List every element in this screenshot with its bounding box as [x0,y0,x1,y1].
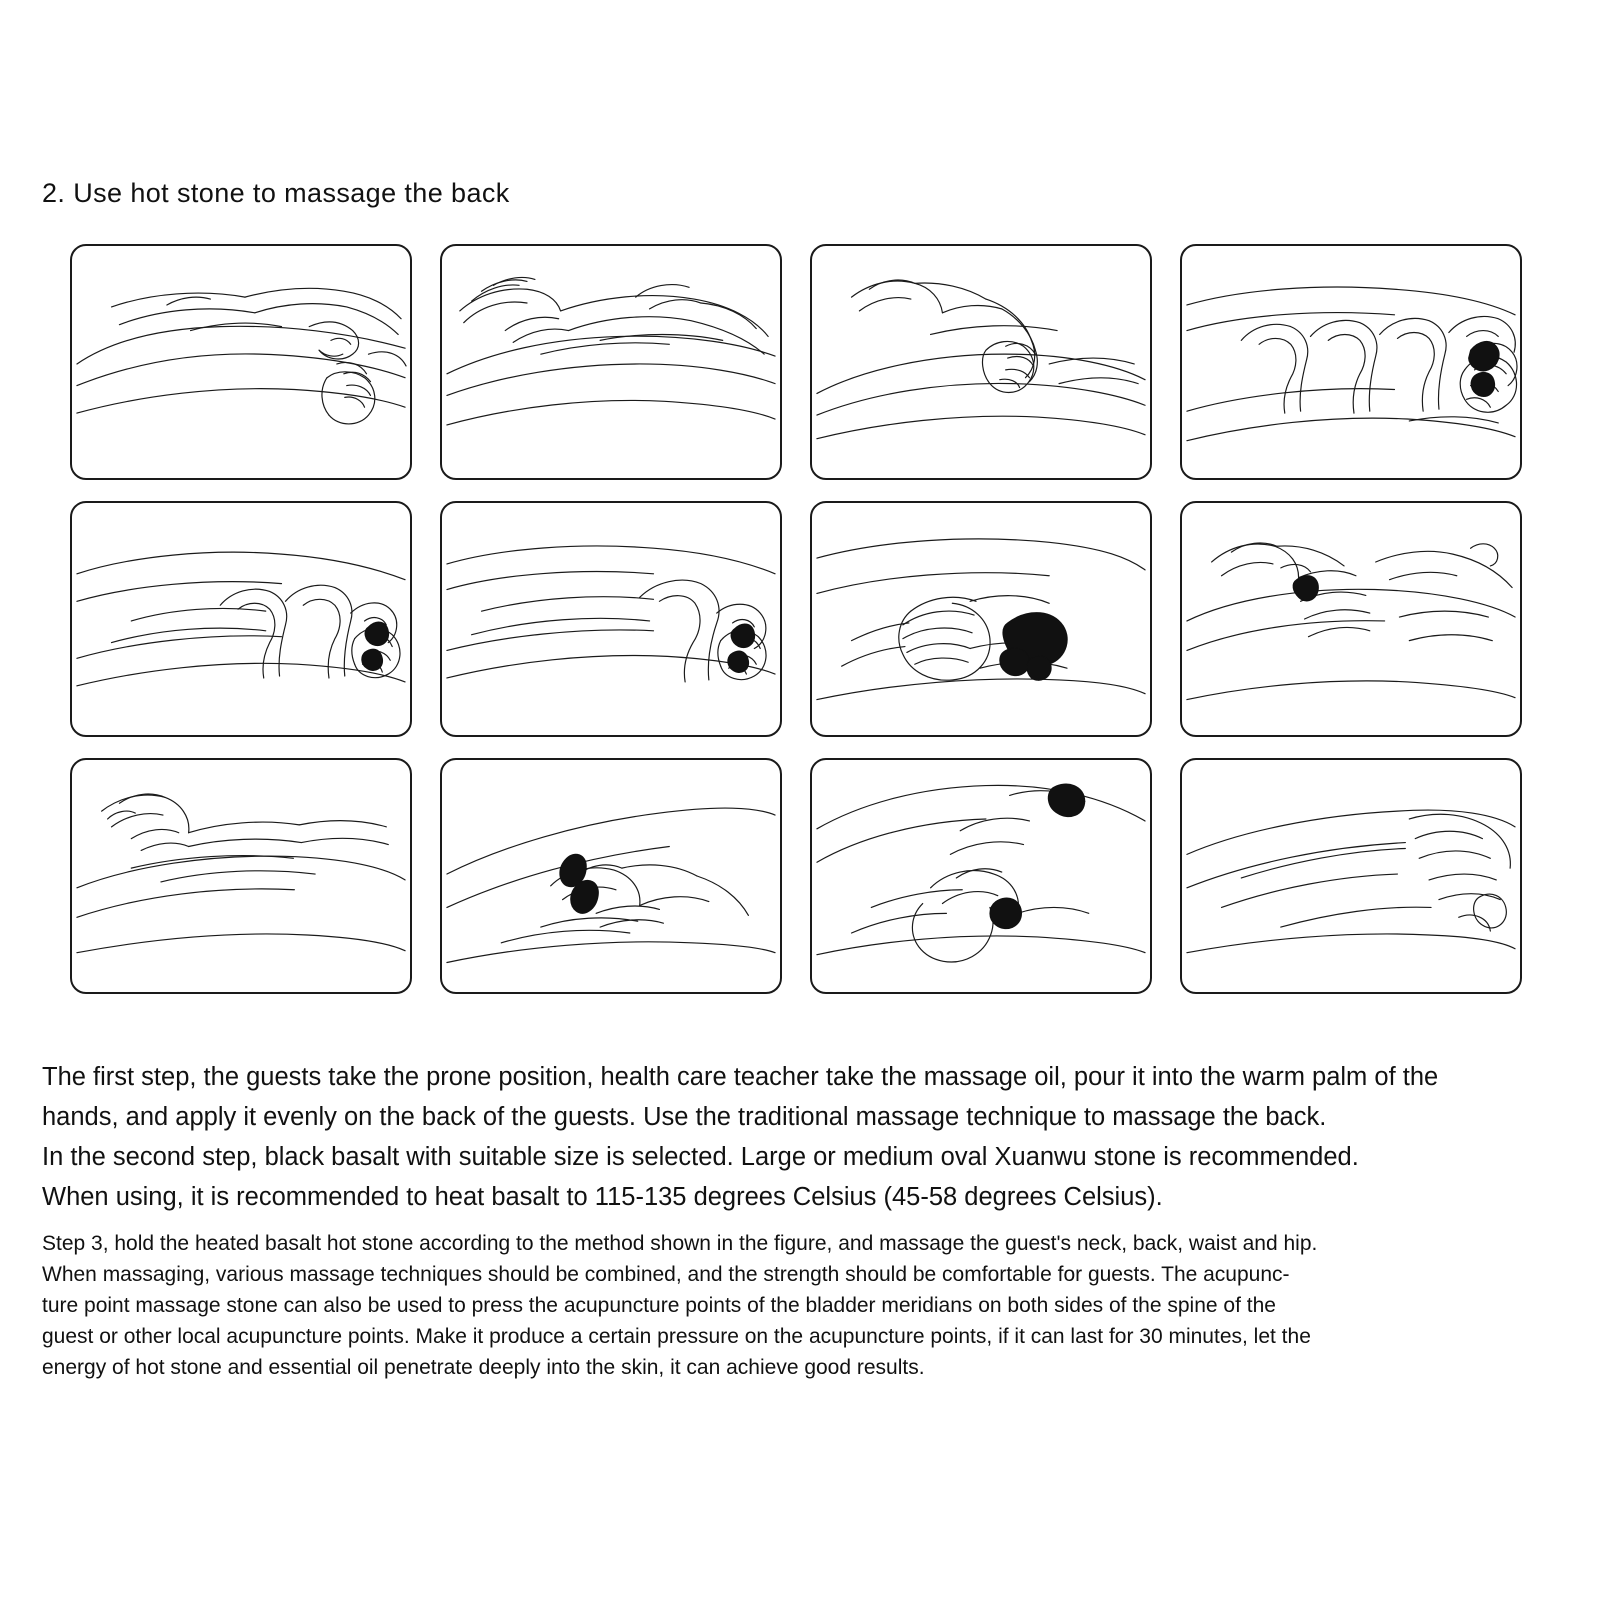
paragraph-large-2: hands, and apply it evenly on the back of the guests. Use the traditional massage technique to massage the back. [42,1103,1327,1131]
panel-11-drawing [812,760,1150,992]
illustration-panel-7 [810,501,1152,737]
illustration-panel-11 [810,758,1152,994]
illustration-grid [70,244,1525,994]
panel-6-drawing [442,503,780,735]
panel-8-drawing [1182,503,1520,735]
illustration-panel-10 [440,758,782,994]
section-title: 2. Use hot stone to massage the back [42,178,510,208]
illustration-panel-4 [1180,244,1522,480]
panel-1-drawing [72,246,410,478]
panel-3-drawing [812,246,1150,478]
paragraph-small-4: guest or other local acupuncture points. Make it produce a certain pressure on the acupuncture points, if it can last for 30 minutes, let the [42,1325,1311,1348]
illustration-panel-3 [810,244,1152,480]
paragraph-large-4: When using, it is recommended to heat basalt to 115-135 degrees Celsius (45-58 degrees Celsius). [42,1183,1163,1211]
paragraph-small-2: When massaging, various massage techniques should be combined, and the strength should be comfortable for guests. The acupunc- [42,1263,1290,1286]
panel-12-drawing [1182,760,1520,992]
body-text [42,1058,1562,1383]
paragraph-large-3: In the second step, black basalt with suitable size is selected. Large or medium oval Xuanwu stone is recommended. [42,1143,1359,1171]
illustration-panel-6 [440,501,782,737]
illustration-panel-9 [70,758,412,994]
paragraph-large-1: The first step, the guests take the prone position, health care teacher take the massage oil, pour it into the warm palm of the [42,1063,1439,1091]
paragraph-small-1: Step 3, hold the heated basalt hot stone according to the method shown in the figure, and massage the guest's neck, back, waist and hip. [42,1232,1318,1255]
illustration-panel-8 [1180,501,1522,737]
illustration-panel-1 [70,244,412,480]
illustration-panel-2 [440,244,782,480]
paragraph-small-3: ture point massage stone can also be used to press the acupuncture points of the bladder meridians on both sides of the spine of the [42,1294,1276,1317]
illustration-panel-12 [1180,758,1522,994]
panel-9-drawing [72,760,410,992]
illustration-panel-5 [70,501,412,737]
panel-2-drawing [442,246,780,478]
panel-7-drawing [812,503,1150,735]
panel-5-drawing [72,503,410,735]
panel-10-drawing [442,760,780,992]
panel-4-drawing [1182,246,1520,478]
paragraph-small-5: energy of hot stone and essential oil penetrate deeply into the skin, it can achieve good results. [42,1356,925,1379]
